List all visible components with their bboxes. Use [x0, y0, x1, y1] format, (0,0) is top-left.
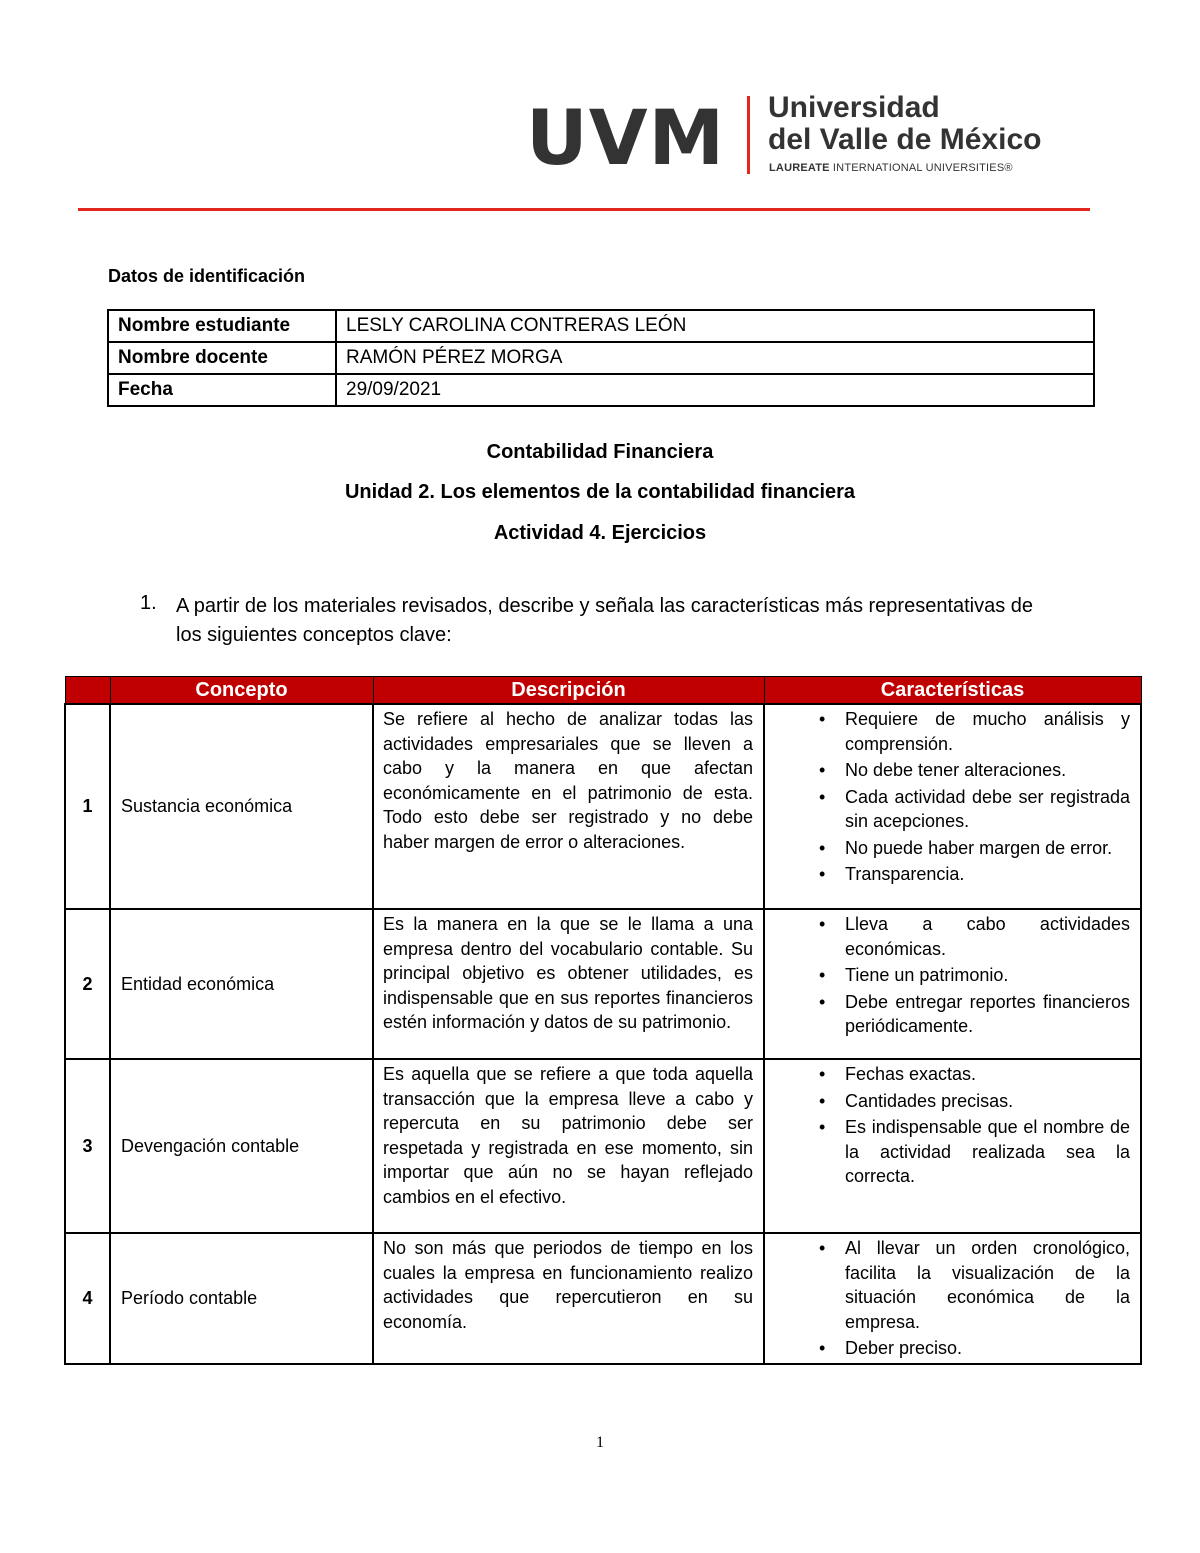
concepts-table: [64, 676, 1142, 1365]
date-value: 29/09/2021: [336, 374, 1094, 406]
course-title: Contabilidad Financiera: [486, 441, 714, 463]
table-row: [65, 1233, 1141, 1364]
laureate-bold: LAUREATE: [769, 162, 830, 174]
features-cell: [764, 704, 1141, 909]
university-name-line1: Universidad: [768, 91, 940, 124]
description-cell: Se refiere al hecho de analizar todas las actividades empresariales que se lleven a cabo y la manera en que afectan económicamente en el patrimonio de esta. Todo esto debe ser registrado y no debe haber margen de error o alteraciones.: [373, 704, 764, 909]
uvm-logo: [526, 92, 1046, 182]
concept-cell: Período contable: [110, 1233, 373, 1364]
list-item: • Deber preciso.: [779, 1336, 1130, 1361]
list-item: • No puede haber margen de error.: [779, 836, 1130, 861]
description-cell: Es la manera en la que se le llama a una empresa dentro del vocabulario contable. Su principal objetivo es obtener utilidades, es indispensable que en sus reportes financieros estén información y datos de su patrimonio.: [373, 909, 764, 1059]
table-row: [108, 374, 1094, 406]
concept-cell: Devengación contable: [110, 1059, 373, 1233]
table-row: [108, 310, 1094, 342]
description-cell: No son más que periodos de tiempo en los cuales la empresa en funcionamiento realizo actividades que repercutieron en su economía.: [373, 1233, 764, 1364]
concept-cell: Sustancia económica: [110, 704, 373, 909]
header-num: [65, 677, 110, 705]
header-features: Características: [764, 677, 1141, 705]
logo-mark: UVM: [526, 93, 726, 182]
teacher-label: Nombre docente: [108, 342, 336, 374]
features-cell: [764, 909, 1141, 1059]
list-item: • Debe entregar reportes financieros periódicamente.: [779, 990, 1130, 1039]
question-number: 1.: [140, 592, 157, 614]
list-item: • Al llevar un orden cronológico, facilita la visualización de la situación económica de la empresa.: [779, 1236, 1130, 1334]
unit-title: Unidad 2. Los elementos de la contabilidad financiera: [344, 481, 856, 503]
list-item: • Transparencia.: [779, 862, 1130, 887]
row-number: 3: [65, 1059, 110, 1233]
list-item: • Requiere de mucho análisis y comprensión.: [779, 707, 1130, 756]
row-number: 4: [65, 1233, 110, 1364]
university-name-line2: del Valle de México: [768, 123, 1042, 156]
description-cell: Es aquella que se refiere a que toda aquella transacción que la empresa lleve a cabo y repercuta en su patrimonio debe ser respetada y registrada en ese momento, sin importar que aún no se hayan reflejado cambios en el efectivo.: [373, 1059, 764, 1233]
features-list: [779, 707, 1130, 887]
laureate-tagline: [769, 162, 1013, 174]
laureate-rest: INTERNATIONAL UNIVERSITIES®: [829, 162, 1013, 174]
header-red-line: [78, 208, 1090, 211]
concept-cell: Entidad económica: [110, 909, 373, 1059]
question-text: A partir de los materiales revisados, describe y señala las características más representativas de los siguientes conceptos clave:: [176, 595, 1034, 646]
list-item: • Fechas exactas.: [779, 1062, 1130, 1087]
list-item: • Cada actividad debe ser registrada sin acepciones.: [779, 785, 1130, 834]
features-cell: [764, 1059, 1141, 1233]
features-list: [779, 1062, 1130, 1189]
list-item: • Es indispensable que el nombre de la actividad realizada sea la correcta.: [779, 1115, 1130, 1189]
identification-table: [107, 309, 1095, 407]
list-item: • No debe tener alteraciones.: [779, 758, 1130, 783]
row-number: 1: [65, 704, 110, 909]
activity-title: Actividad 4. Ejercicios: [493, 522, 707, 544]
header-concept: Concepto: [110, 677, 373, 705]
table-row: [65, 704, 1141, 909]
student-value: LESLY CAROLINA CONTRERAS LEÓN: [336, 310, 1094, 342]
table-row: [108, 342, 1094, 374]
teacher-value: RAMÓN PÉREZ MORGA: [336, 342, 1094, 374]
list-item: • Cantidades precisas.: [779, 1089, 1130, 1114]
logo-divider: [747, 96, 750, 174]
features-list: [779, 1236, 1130, 1361]
features-list: [779, 912, 1130, 1039]
features-cell: [764, 1233, 1141, 1364]
student-label: Nombre estudiante: [108, 310, 336, 342]
row-number: 2: [65, 909, 110, 1059]
table-header-row: [65, 677, 1141, 705]
header-description: Descripción: [373, 677, 764, 705]
table-row: [65, 1059, 1141, 1233]
list-item: • Tiene un patrimonio.: [779, 963, 1130, 988]
list-item: • Lleva a cabo actividades económicas.: [779, 912, 1130, 961]
table-row: [65, 909, 1141, 1059]
page-number: 1: [596, 1434, 604, 1451]
date-label: Fecha: [108, 374, 336, 406]
identification-title: Datos de identificación: [108, 266, 306, 286]
